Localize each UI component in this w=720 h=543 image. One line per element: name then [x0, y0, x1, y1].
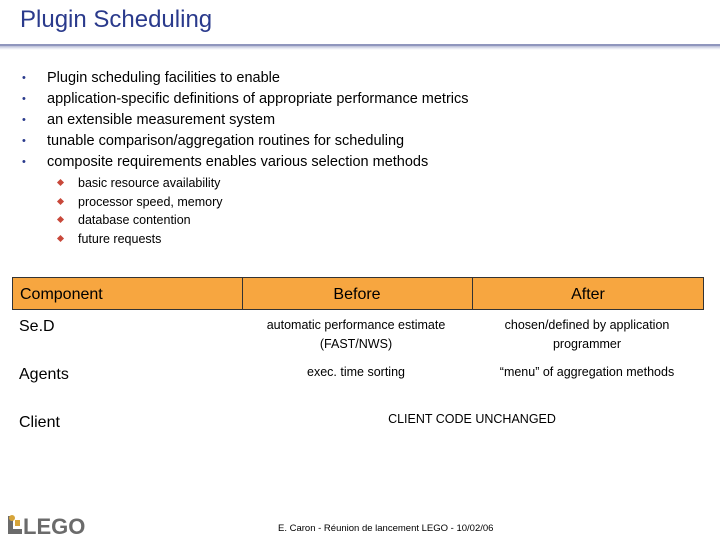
table-row	[12, 315, 704, 355]
table-row	[12, 363, 704, 403]
bullet-list	[20, 68, 469, 173]
header-component: Component	[20, 286, 103, 303]
sub-list-item: processor speed, memory	[56, 193, 223, 212]
bullet-icon: •	[22, 156, 26, 168]
header-after: After	[571, 286, 605, 303]
row-component: Agents	[19, 366, 69, 383]
header-before: Before	[333, 286, 381, 303]
bullet-icon: •	[22, 135, 26, 147]
sub-list-item: basic resource availability	[56, 174, 223, 193]
row-component: Client	[19, 414, 60, 431]
row-after: “menu” of aggregation methods	[499, 365, 675, 379]
bullet-icon: •	[22, 93, 26, 105]
lego-logo	[6, 510, 96, 538]
row-after: chosen/defined by application programmer	[504, 318, 670, 351]
row-component: Se.D	[19, 318, 55, 335]
row-before: automatic performance estimate (FAST/NWS)	[266, 318, 446, 351]
footer-text: E. Caron - Réunion de lancement LEGO - 10/02/06	[278, 523, 494, 534]
comparison-table	[12, 277, 704, 431]
list-item: • an extensible measurement system	[20, 110, 469, 131]
sub-bullet-list	[56, 174, 223, 248]
table-row	[12, 411, 704, 441]
sub-list-item: database contention	[56, 211, 223, 230]
list-item: • tunable comparison/aggregation routines for scheduling	[20, 131, 469, 152]
diamond-bullet-icon	[57, 234, 64, 241]
title-divider-shadow	[0, 46, 720, 50]
list-item: • Plugin scheduling facilities to enable	[20, 68, 469, 89]
bullet-icon: •	[22, 114, 26, 126]
diamond-bullet-icon	[57, 179, 64, 186]
list-item: • composite requirements enables various selection methods	[20, 152, 469, 173]
diamond-bullet-icon	[57, 197, 64, 204]
row-before: exec. time sorting	[307, 365, 405, 379]
logo-text: LEGO	[23, 514, 86, 538]
list-item: • application-specific definitions of appropriate performance metrics	[20, 89, 469, 110]
bullet-icon: •	[22, 72, 26, 84]
page-title: Plugin Scheduling	[20, 6, 213, 33]
row-span-note: CLIENT CODE UNCHANGED	[388, 412, 556, 426]
diamond-bullet-icon	[57, 216, 64, 223]
table-header	[12, 277, 704, 310]
lego-logo-icon	[6, 510, 96, 538]
sub-list-item: future requests	[56, 230, 223, 249]
